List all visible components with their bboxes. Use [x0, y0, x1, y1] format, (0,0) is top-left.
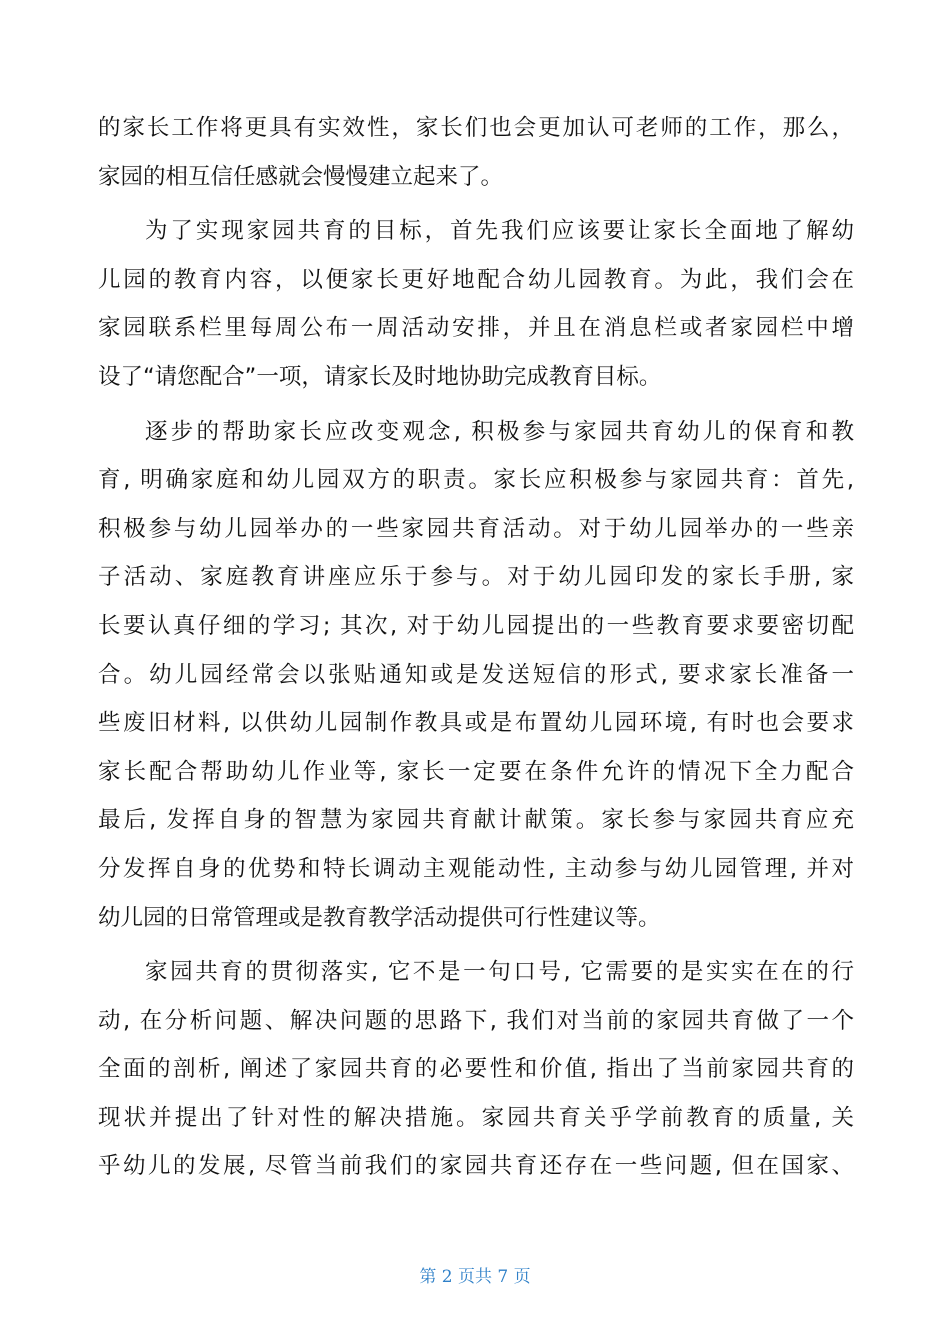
text-line: 的家长工作将更具有实效性，家长们也会更加认可老师的工作，那么，	[98, 115, 854, 141]
text-line: 为了实现家园共育的目标，首先我们应该要让家长全面地了解幼	[145, 218, 854, 245]
text-line: 合。幼儿园经常会以张贴通知或是发送短信的形式, 要求家长准备一	[98, 661, 854, 688]
text-line: 子活动、家庭教育讲座应乐于参与。对于幼儿园印发的家长手册, 家	[98, 564, 854, 591]
text-line: 分发挥自身的优势和特长调动主观能动性, 主动参与幼儿园管理, 并对	[98, 855, 854, 882]
text-line: 育, 明确家庭和幼儿园双方的职责。家长应积极参与家园共育：首先,	[98, 467, 854, 494]
text-line: 现状并提出了针对性的解决措施。家园共育关乎学前教育的质量, 关	[98, 1104, 854, 1131]
text-line: 些废旧材料, 以供幼儿园制作教具或是布置幼儿园环境, 有时也会要求	[98, 710, 854, 737]
text-line: 积极参与幼儿园举办的一些家园共育活动。对于幼儿园举办的一些亲	[98, 515, 854, 542]
text-line: 乎幼儿的发展, 尽管当前我们的家园共育还存在一些问题, 但在国家、	[98, 1153, 854, 1180]
text-line: 家园联系栏里每周公布一周活动安排，并且在消息栏或者家园栏中增	[98, 315, 854, 342]
text-line: 设了“请您配合”一项，请家长及时地协助完成教育目标。	[98, 363, 662, 390]
paragraph-4	[98, 948, 854, 1191]
document-body	[98, 104, 854, 1197]
paragraph-3	[98, 408, 854, 943]
text-line: 逐步的帮助家长应改变观念, 积极参与家园共育幼儿的保育和教	[145, 418, 854, 445]
text-line: 全面的剖析, 阐述了家园共育的必要性和价值, 指出了当前家园共育的	[98, 1056, 854, 1083]
text-line: 最后, 发挥自身的智慧为家园共育献计献策。家长参与家园共育应充	[98, 807, 854, 834]
paragraph-1	[98, 104, 854, 201]
paragraph-2	[98, 207, 854, 401]
text-line: 家园的相互信任感就会慢慢建立起来了。	[98, 163, 504, 190]
page-number-footer: 第 2 页共 7 页	[419, 1267, 531, 1287]
text-line: 儿园的教育内容，以便家长更好地配合幼儿园教育。为此，我们会在	[98, 266, 854, 293]
text-line: 家长配合帮助幼儿作业等, 家长一定要在条件允许的情况下全力配合	[98, 758, 854, 785]
text-line: 幼儿园的日常管理或是教育教学活动提供可行性建议等。	[98, 904, 661, 931]
text-line: 家园共育的贯彻落实, 它不是一句口号, 它需要的是实实在在的行	[145, 959, 854, 986]
text-line: 动, 在分析问题、解决问题的思路下, 我们对当前的家园共育做了一个	[98, 1007, 854, 1034]
text-line: 长要认真仔细的学习; 其次, 对于幼儿园提出的一些教育要求要密切配	[98, 612, 854, 639]
